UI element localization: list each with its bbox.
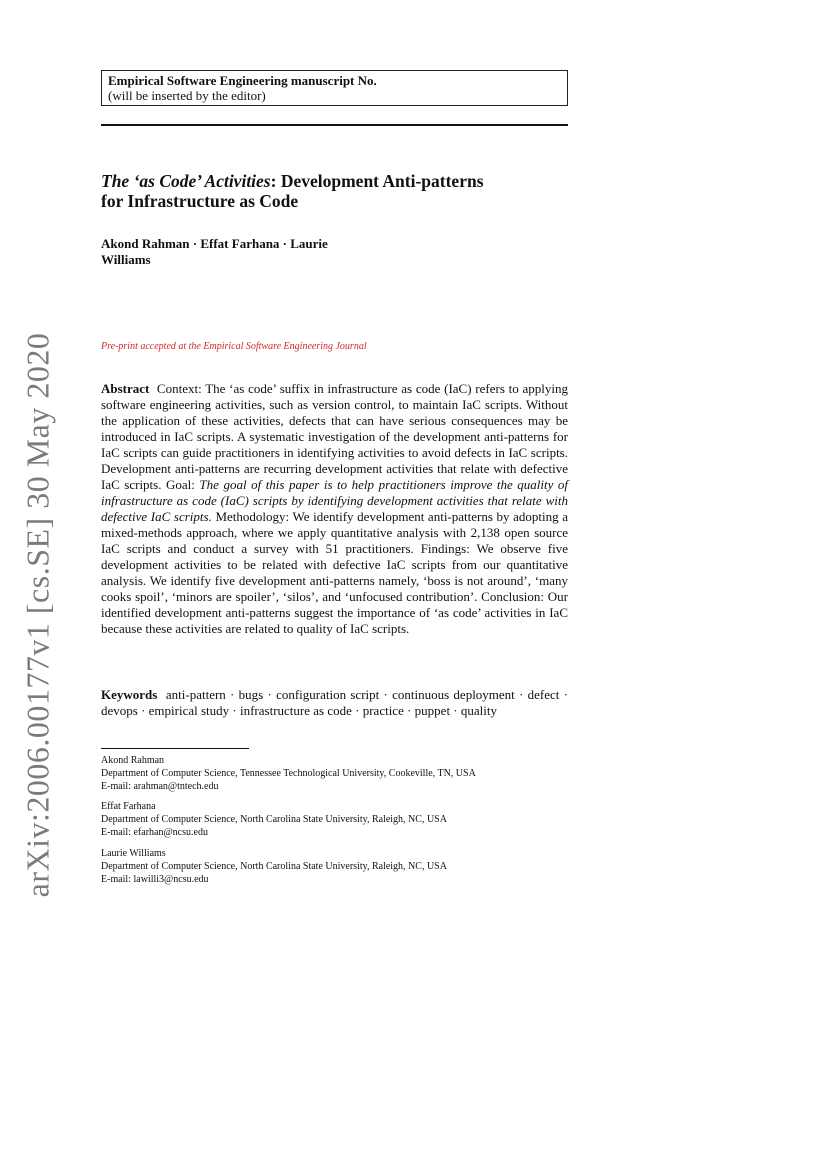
author-line-2: Williams [101,252,151,267]
abstract-label: Abstract [101,381,150,396]
arxiv-identifier-stamp: arXiv:2006.00177v1 [cs.SE] 30 May 2020 [19,332,56,898]
affiliation-name: Akond Rahman [101,755,165,766]
header-rule [101,124,568,126]
paper-title [101,171,581,211]
abstract-text-after-goal: Methodology: We identify development anti-patterns by adopting a mixed-methods approach, where we apply quantitative analysis with 2,138 open source IaC scripts and conduct a survey with 51 practitioners. Findings: We observe five development activities to be related with defective IaC scripts from our quantitative analysis. We identify five development anti-patterns namely, ‘boss is not around’, ‘many cooks spoil’, ‘minors are spoiler’, ‘silos’, and ‘unfocused contribution’. Conclusion: Our identified development anti-patterns suggest the importance of ‘as code’ activities in IaC because these activities are related to quality of IaC scripts. [101,509,569,636]
title-rest: : Development Anti-patterns [270,171,484,191]
keywords-text: anti-pattern · bugs · configuration script · continuous deployment · defect · devops · empirical study · infrastructure as code · practice · puppet · quality [101,687,568,718]
title-line-2: for Infrastructure as Code [101,191,299,211]
affiliation-block [101,847,581,886]
author-line-1: Akond Rahman · Effat Farhana · Laurie [101,236,328,251]
title-italic-part: The ‘as Code’ Activities [101,171,271,191]
author-list [101,236,401,268]
abstract-text-before-goal: Context: The ‘as code’ suffix in infrastructure as code (IaC) refers to applying software engineering activities, such as version control, to maintain IaC scripts. Without the application of these activities, defects that can have serious consequences may be introduced in IaC scripts. A systematic investigation of the development anti-patterns for IaC scripts can guide practitioners in identifying activities to avoid defects in IaC scripts. Development anti-patterns are recurring development activities that relate with defective IaC scripts. Goal: [101,381,569,492]
abstract-section [101,381,568,637]
keywords-section [101,687,568,719]
abstract-goal-statement: The goal of this paper is to help practitioners improve the quality of infrastructure as code (IaC) scripts by identifying development activities that relate with defective IaC scripts. [101,477,569,524]
affiliation-name: Effat Farhana [101,801,156,812]
preprint-note: Pre-print accepted at the Empirical Software Engineering Journal [101,341,367,352]
manuscript-header-box [101,70,568,106]
affiliation-name: Laurie Williams [101,848,166,859]
affiliation-block [101,754,581,793]
journal-line: Empirical Software Engineering manuscript No. [108,73,377,88]
affiliation-email: E-mail: arahman@tntech.edu [101,781,219,792]
affiliation-email: E-mail: efarhan@ncsu.edu [101,827,208,838]
affiliation-department: Department of Computer Science, North Carolina State University, Raleigh, NC, USA [101,861,447,872]
keywords-label: Keywords [101,687,158,702]
footnote-rule [101,748,249,749]
editor-line: (will be inserted by the editor) [108,88,266,103]
affiliation-block [101,800,581,839]
affiliation-email: E-mail: lawilli3@ncsu.edu [101,874,209,885]
affiliation-department: Department of Computer Science, North Carolina State University, Raleigh, NC, USA [101,814,447,825]
affiliation-department: Department of Computer Science, Tennessee Technological University, Cookeville, TN, USA [101,768,476,779]
